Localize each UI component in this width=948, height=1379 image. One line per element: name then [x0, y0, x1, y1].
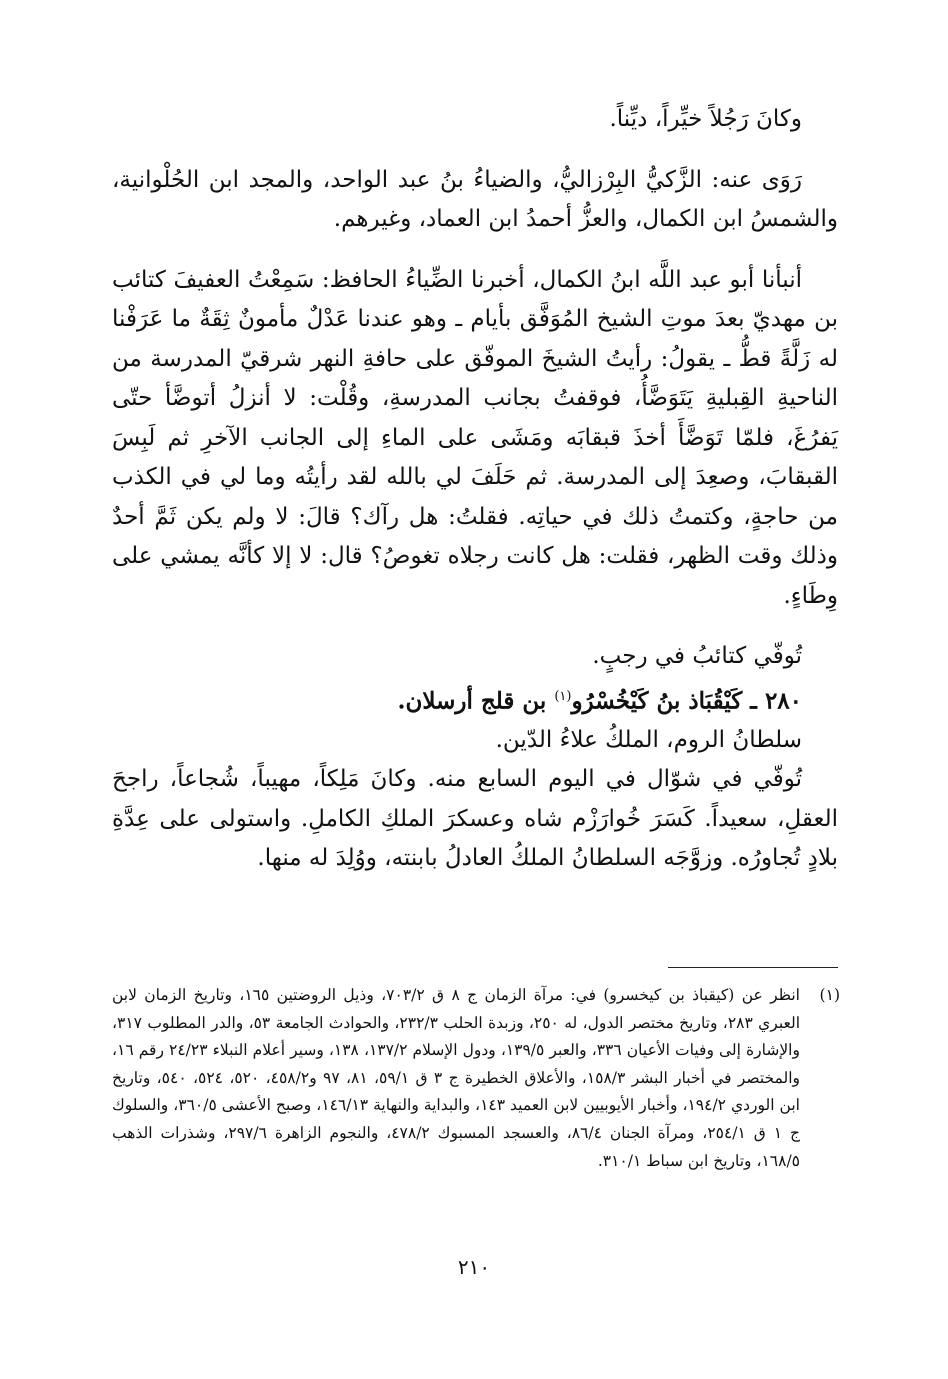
paragraph: رَوَى عنه: الزَّكيُّ البِرْزاليُّ، والضياءُ بنُ عبد الواحد، والمجد ابن الحُلْوانية، والشمسُ ابن الكمال، والعزُّ أحمدُ ابن العماد، وغيرهم.: [112, 166, 838, 232]
entry-number: ٢٨٠: [764, 687, 802, 715]
entry-dash: ـ: [750, 687, 757, 715]
footnote: [112, 982, 840, 1175]
paragraph: تُوفّي في شوّال في اليوم السابع منه. وكانَ مَلِكاً، مهيباً، شُجاعاً، راجحَ العقلِ، سعيداً. كَسَرَ خُوارَزْم شاه وعسكرَ الملكِ الكاملِ. واستولى على عِدَّةِ بلادٍ تُجاورُه. وزوَّجَه السلطانُ الملكُ العادلُ بابنته، ووُلِدَ له منها.: [112, 766, 838, 872]
footnote-number: (١): [819, 986, 840, 1004]
paragraph: أنبأنا أبو عبد اللَّه ابنُ الكمال، أخبرنا الضِّياءُ الحافظ: سَمِعْتُ العفيفَ كتائب بن مهديّ بعدَ موتِ الشيخ المُوَفَّق بأيام ـ وهو عندنا عَدْلٌ مأمونٌ ثِقَةٌ ما عَرَفْنا له زَلَّةً قطُّ ـ يقولُ: رأيتُ الشيخَ الموفّق على حافةِ النهر شرقيّ المدرسة من الناحيةِ القِبليةِ يَتَوَضَّأُ، فوقفتُ بجانب المدرسةِ، وقُلْت: لا أنزلُ أتوضَّأ حتّى يَفرُغَ، فلمّا تَوَضَّأَ أخذَ قبقابَه ومَشَى على الماءِ إلى الجانب الآخرِ ثم لَبِسَ القبقابَ، وصعِدَ إلى المدرسة. ثم حَلَفَ لي بالله لقد رأيتُه وما لي في الكذب من حاجةٍ، وكتمتُ ذلك في حياتِه. فقلتُ: هل رآك؟ قالَ: لا ولم يكن ثَمَّ أحدٌ وذلك وقت الظهر، فقلت: هل كانت رجلاه تغوصُ؟ قال: لا إلا كأنَّه يمشي على وِطَاءٍ.: [112, 266, 838, 609]
footnote-ref: (١): [554, 688, 572, 704]
entry-lineage: بن قلج أرسلان.: [397, 687, 547, 715]
entry-name: كَيْقُبَاذ بنُ كَيْخُسْرُو: [571, 687, 743, 715]
footnote-separator: [668, 967, 838, 968]
footnote-text: انظر عن (كيقباذ بن كيخسرو) في: مرآة الزمان ج ٨ ق ٧٠٣/٢، وذيل الروضتين ١٦٥، وتاريخ الزمان لابن العبري ٢٨٣، وتاريخ مختصر الدول، له ٢٥٠، وزبدة الحلب ٢٣٢/٣، والحوادث الجامعة ٥٣، والدر المطلوب ٣١٧، والإشارة إلى وفيات الأعيان ٣٣٦، والعبر ١٣٩/٥، ودول الإسلام ١٣٧/٢، ١٣٨، وسير أعلام النبلاء ٢٤/٢٣ رقم ١٦، والمختصر في أخبار البشر ١٥٨/٣، والأعلاق الخطيرة ج ٣ ق ٥٩/١، ٨١، ٩٧ و٤٥٨/٢، ٥٢٠، ٥٢٤، ٥٤٠، وتاريخ ابن الوردي ١٩٤/٢، وأخبار الأيوبيين لابن العميد ١٤٣، والبداية والنهاية ١٤٦/١٣، وصبح الأعشى ٣٦٠/٥، والسلوك ج ١ ق ٢٥٤/١، ومرآة الجنان ٨٦/٤، والعسجد المسبوك ٤٧٨/٢، والنجوم الزاهرة ٢٩٧/٦، وشذرات الذهب ١٦٨/٥، وتاريخ ابن سباط ٣١٠/١.: [112, 986, 801, 1170]
footnotes: [112, 982, 840, 1175]
entry-title: [112, 677, 838, 721]
page-number: ٢١٠: [457, 1255, 491, 1279]
main-text: [112, 100, 838, 879]
paragraph: وكانَ رَجُلاً خيِّراً، ديِّناً.: [609, 106, 802, 132]
paragraph: سلطانُ الروم، الملكُ علاءُ الدّين.: [495, 726, 802, 753]
paragraph: تُوفّي كتائبُ في رجبٍ.: [592, 643, 802, 669]
